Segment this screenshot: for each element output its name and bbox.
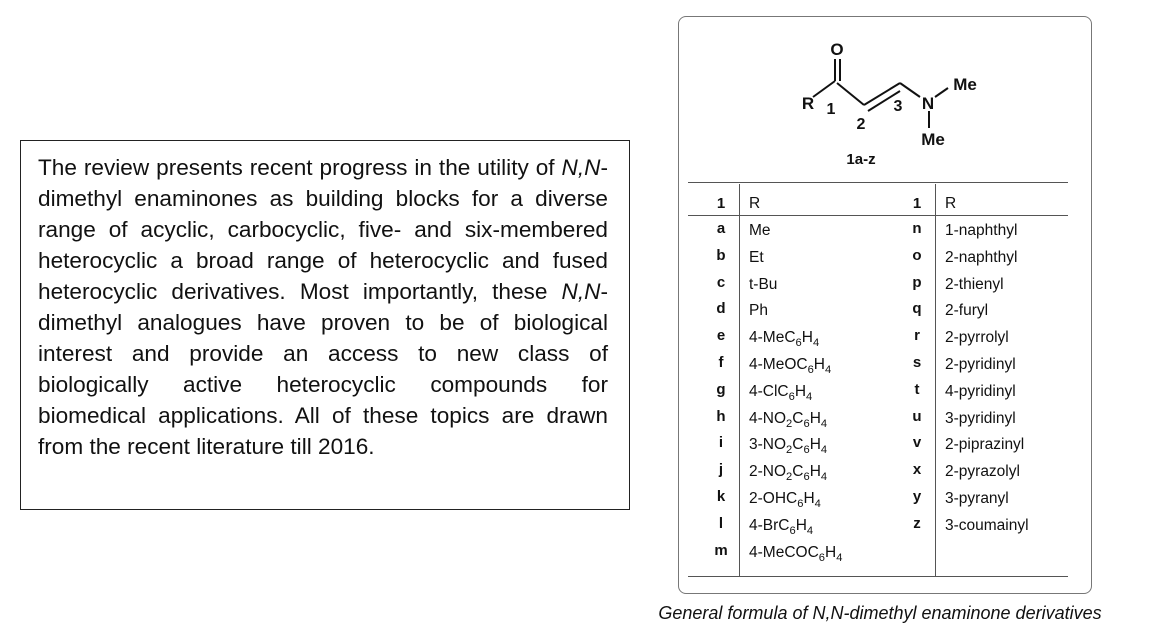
compound-id-left-b: b (716, 246, 726, 264)
abstract-italic-nn-1: N,N (561, 155, 601, 180)
compound-id-left-j: j (718, 461, 724, 479)
table-divider-right (935, 184, 936, 576)
compound-id-left-g: g (716, 380, 726, 398)
compound-id-right-x: x (912, 461, 922, 479)
substituent-left-l: $4-BrC_6H_4$ (749, 516, 814, 537)
table-top-rule (688, 182, 1068, 183)
compound-id-right-n: n (912, 220, 922, 237)
substituent-right-q: 2-furyl (945, 302, 989, 320)
compound-label: 1a-z (846, 151, 876, 168)
bond-n-me-top (935, 88, 948, 97)
table-header-r-left: R (749, 195, 761, 212)
substituent-right-t: 4-pyridinyl (945, 382, 1016, 400)
abstract-text (38, 152, 608, 462)
table-divider-left (739, 184, 740, 576)
position-2-label: 2 (856, 116, 866, 133)
compound-id-left-l: l (718, 514, 724, 532)
compound-id-right-q: q (912, 300, 922, 318)
abstract-italic-nn-2: N,N (561, 279, 601, 304)
substituent-left-f: $4-MeOC_6H_4$ (749, 356, 832, 377)
compound-id-right-o: o (912, 246, 922, 264)
substituent-left-b: Et (749, 248, 764, 266)
table-header-rule (688, 215, 1068, 216)
substituent-left-c: t-Bu (749, 275, 778, 293)
compound-id-left-d: d (716, 300, 726, 318)
compound-id-right-s: s (912, 354, 922, 371)
compound-id-left-c: c (716, 273, 726, 291)
bond-c1-c2 (837, 83, 864, 105)
substituent-left-a: Me (749, 222, 771, 239)
enaminone-structure (679, 17, 1091, 182)
substituent-left-h: $4-NO_2C_6H_4$ (749, 409, 828, 430)
abstract-box (20, 140, 630, 510)
substituent-right-x: 2-pyrazolyl (945, 463, 1020, 481)
bond-r-c1 (813, 81, 835, 97)
bond-c3-n (900, 83, 920, 97)
compound-id-right-u: u (912, 407, 922, 425)
methyl-bottom-label: Me (921, 130, 945, 149)
substituent-left-e: $4-MeC_6H_4$ (749, 329, 820, 350)
compound-id-right-t: t (914, 380, 920, 398)
figure-panel (678, 16, 1092, 594)
compound-id-right-p: p (912, 273, 922, 291)
substituent-right-v: 2-piprazinyl (945, 436, 1025, 454)
compound-id-left-m: m (714, 541, 728, 559)
compound-id-left-h: h (716, 407, 726, 425)
nitrogen-label: N (921, 94, 935, 113)
substituent-right-p: 2-thienyl (945, 275, 1004, 293)
table-header-id-left: 1 (716, 195, 726, 212)
compound-id-right-v: v (912, 434, 922, 452)
table-header-r-right: R (945, 195, 957, 212)
compound-id-left-e: e (716, 327, 726, 345)
compound-id-left-f: f (718, 354, 724, 371)
table-header-id-right: 1 (912, 195, 922, 212)
substituent-right-u: 3-pyridinyl (945, 409, 1016, 427)
substituent-right-z: 3-coumainyl (945, 516, 1029, 534)
compound-id-right-z: z (913, 514, 921, 532)
substituent-left-d: Ph (749, 302, 768, 320)
position-3-label: 3 (893, 98, 903, 115)
compound-id-right-y: y (912, 488, 922, 505)
table-bottom-rule (688, 576, 1068, 577)
substituent-right-s: 2-pyridinyl (945, 356, 1016, 373)
compound-id-left-k: k (716, 488, 726, 505)
substituent-left-g: $4-ClC_6H_4$ (749, 382, 813, 403)
compound-id-right-r: r (914, 327, 920, 345)
position-1-label: 1 (826, 101, 836, 118)
substituent-right-o: 2-naphthyl (945, 248, 1018, 266)
substituent-left-k: $2-OHC_6H_4$ (749, 490, 821, 511)
abstract-seg-2: -dimethyl enaminones as building blocks for a diverse range of acyclic, carbocyclic, five- and six-membered heterocyclic a broad range of heterocyclic and fused heterocyclic derivatives. Most importantly, these (38, 155, 608, 304)
figure-caption: General formula of N,N-dimethyl enaminone derivatives (658, 603, 1102, 623)
methyl-top-label: Me (953, 75, 977, 94)
abstract-seg-1: The review presents recent progress in the utility of (38, 155, 562, 180)
abstract-seg-3: -dimethyl analogues have proven to be of biological interest and provide an access to new class of biologically active heterocyclic compounds for biomedical applications. All of these topics are drawn from the recent literature till 2016. (38, 279, 608, 459)
compound-id-left-i: i (718, 434, 724, 452)
substituent-right-r: 2-pyrrolyl (945, 329, 1009, 347)
substituent-left-i: $3-NO_2C_6H_4$ (749, 436, 828, 457)
substituent-right-y: 3-pyranyl (945, 490, 1009, 507)
substituent-right-n: 1-naphthyl (945, 222, 1018, 239)
oxygen-label: O (830, 40, 844, 59)
substituent-left-m: $4-MeCOC_6H_4$ (749, 543, 843, 564)
compound-id-left-a: a (716, 220, 726, 237)
r-group-label: R (801, 94, 815, 113)
substituent-left-j: $2-NO_2C_6H_4$ (749, 463, 828, 484)
